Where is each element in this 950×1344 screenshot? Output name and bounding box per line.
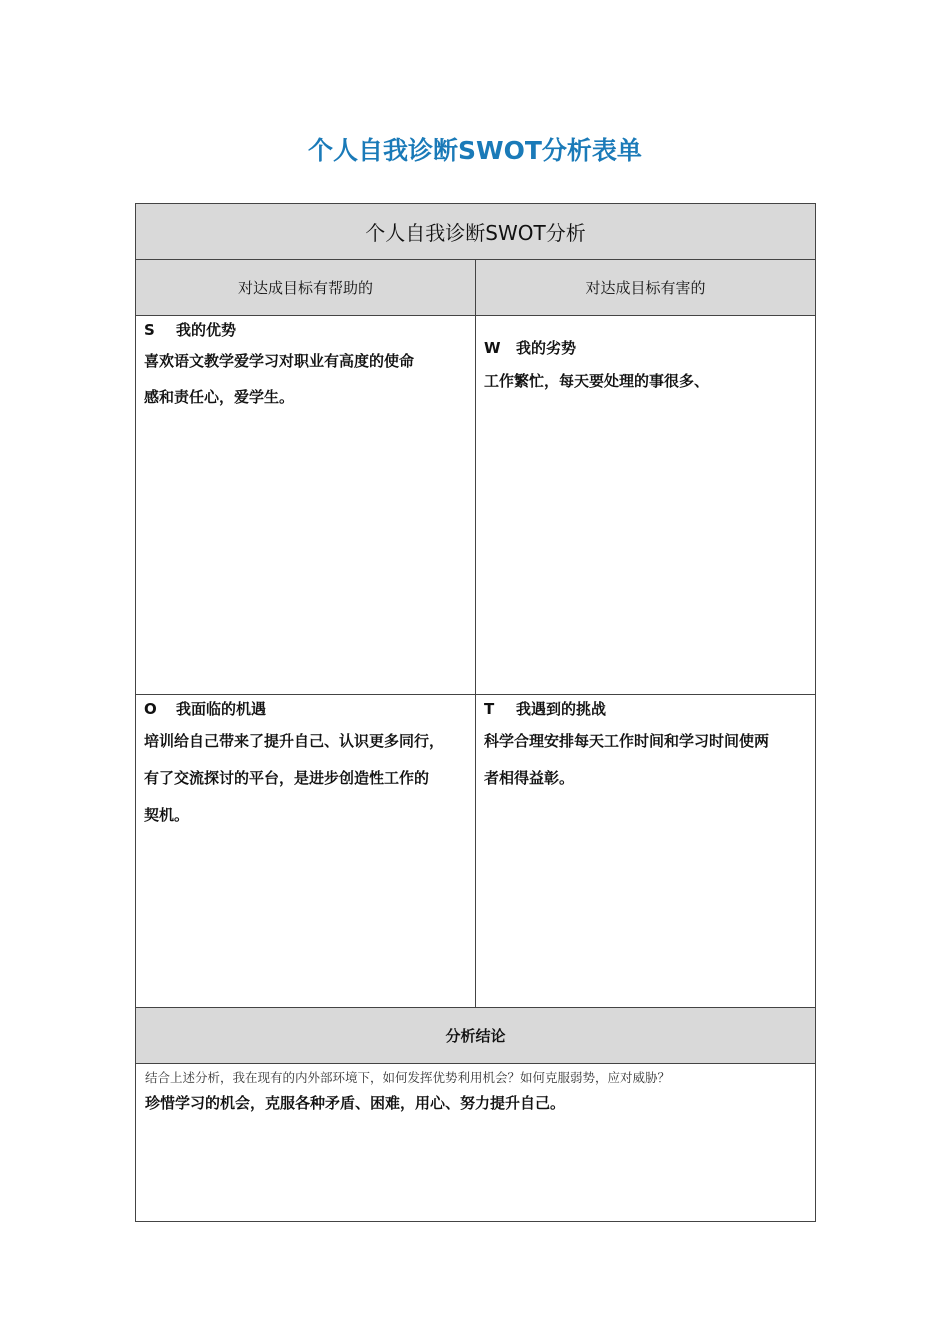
opportunities-letter: O	[144, 700, 157, 718]
conclusion-cell	[136, 1064, 816, 1222]
opportunities-cell	[136, 695, 476, 1008]
swot-table	[135, 203, 816, 1222]
column-header-harmful: 对达成目标有害的	[476, 260, 816, 316]
threats-letter: T	[484, 700, 495, 718]
threats-line-1: 科学合理安排每天工作时间和学习时间使两	[484, 732, 770, 750]
conclusion-answer: 珍惜学习的机会，克服各种矛盾、困难，用心、努力提升自己。	[145, 1094, 566, 1112]
weaknesses-label: 我的劣势	[516, 339, 577, 357]
opportunities-line-2: 有了交流探讨的平台，是进步创造性工作的	[144, 769, 430, 787]
strengths-label: 我的优势	[176, 321, 237, 339]
opportunities-line-1: 培训给自己带来了提升自己、认识更多同行，	[144, 732, 445, 750]
swot-table-heading: 个人自我诊断SWOT分析	[136, 204, 816, 260]
weaknesses-letter: W	[484, 339, 501, 357]
opportunities-label: 我面临的机遇	[176, 700, 267, 718]
strengths-line-1: 喜欢语文教学爱学习对职业有高度的使命	[144, 352, 415, 370]
weaknesses-cell	[476, 316, 816, 695]
column-header-helpful: 对达成目标有帮助的	[136, 260, 476, 316]
threats-label: 我遇到的挑战	[516, 700, 607, 718]
conclusion-heading: 分析结论	[136, 1008, 816, 1064]
strengths-cell	[136, 316, 476, 695]
conclusion-prompt: 结合上述分析，我在现有的内外部环境下，如何发挥优势利用机会？如何克服弱势，应对威胁？	[145, 1070, 671, 1085]
weaknesses-line-1: 工作繁忙，每天要处理的事很多、	[484, 372, 710, 390]
opportunities-line-3: 契机。	[144, 806, 190, 824]
page-title: 个人自我诊断SWOT分析表单	[308, 136, 642, 165]
strengths-line-2: 感和责任心，爱学生。	[144, 388, 295, 406]
threats-line-2: 者相得益彰。	[484, 769, 575, 787]
strengths-letter: S	[144, 321, 155, 339]
threats-cell	[476, 695, 816, 1008]
